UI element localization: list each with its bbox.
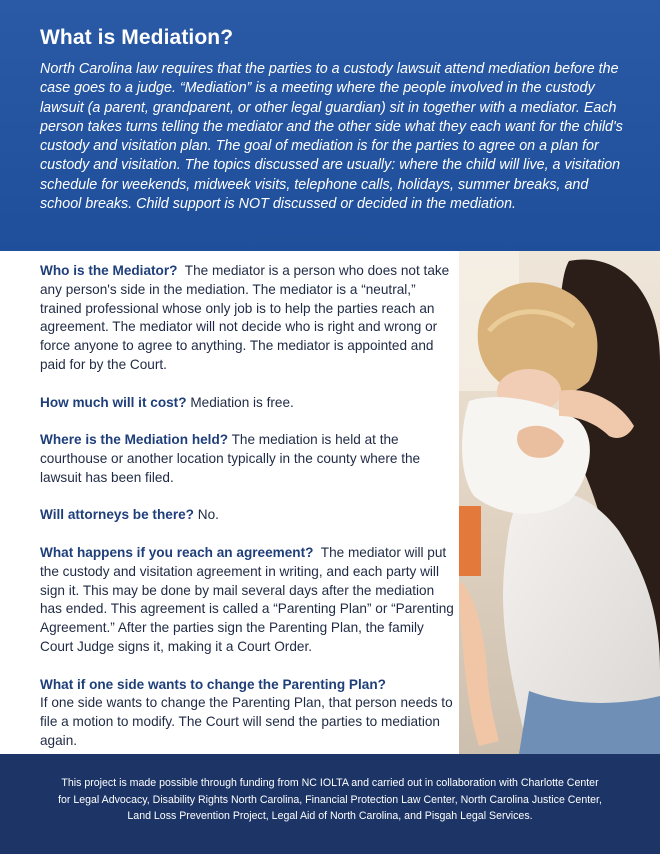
faq-question: What if one side wants to change the Parenting Plan? [40,676,386,692]
intro-paragraph: North Carolina law requires that the parties to a custody lawsuit attend mediation before the case goes to a judge. “Mediation” is a meeting where the people involved in the custody lawsuit (a parent, grandparent, or other legal guardian) sit in together with a mediator. Each person takes turns telling the mediator and the other side what they each want for the child's custody and visitation plan. The goal of mediation is for the parties to agree on a plan for custody and visitation. The topics discussed are usually: where the child will live, a visitation schedule for weekends, midweek visits, telephone calls, holidays, summer breaks, and school breaks. Child support is NOT discussed or decided in the mediation. [40,61,623,213]
faq-question: How much will it cost? [40,394,187,410]
faq-section-change-plan [40,676,458,751]
faq-answer: The mediator will put the custody and visitation agreement in writing, and each party will sign it. This may be done by mail several days after the mediation has ended. This agreement is called a “Parenting Plan” or “Parenting Agreement.” After the parties sign the Parenting Plan, the family Court Judge signs it, making it a Court Order. [40,544,454,654]
faq-answer: If one side wants to change the Parenting Plan, that person needs to file a motion to modify. The Court will send the parties to mediation again. [40,695,453,748]
faq-answer: The mediation is held at the courthouse or another location typically in the county where the lawsuit has been filed. [40,432,421,485]
faq-section-mediator [40,262,458,375]
photo-illustration [459,251,660,754]
faq-question: Will attorneys be there? [40,507,194,523]
mother-child-photo [459,251,660,754]
page-title: What is Mediation? [40,26,234,49]
faq-answer: The mediator is a person who does not take any person's side in the mediation. The mediator is a “neutral,” trained professional whose only job is to help the parties reach an agreement. The mediator will not decide who is right and wrong or force anyone to agree to anything. The mediator is appointed and paid for by the Court. [40,263,450,372]
faq-section-agreement [40,544,458,657]
faq-question: Where is the Mediation held? [40,432,229,448]
faq-answer: No. [197,507,219,523]
faq-section-location [40,431,458,487]
faq-list [40,262,458,770]
faq-section-cost [40,394,458,413]
funding-notice: This project is made possible through funding from NC IOLTA and carried out in collaboration with Charlotte Center for Legal Advocacy, Disability Rights North Carolina, Financial Protection Law Center, North Carolina Justice Center, Land Loss Prevention Project, Legal Aid of North Carolina, and Pisgah Legal Services. [58,777,602,822]
faq-answer: Mediation is free. [190,394,294,410]
header-banner [0,0,660,251]
faq-question: What happens if you reach an agreement? [40,544,314,560]
faq-question: Who is the Mediator? [40,263,178,278]
faq-section-attorneys [40,506,458,525]
footer-banner [0,754,660,854]
